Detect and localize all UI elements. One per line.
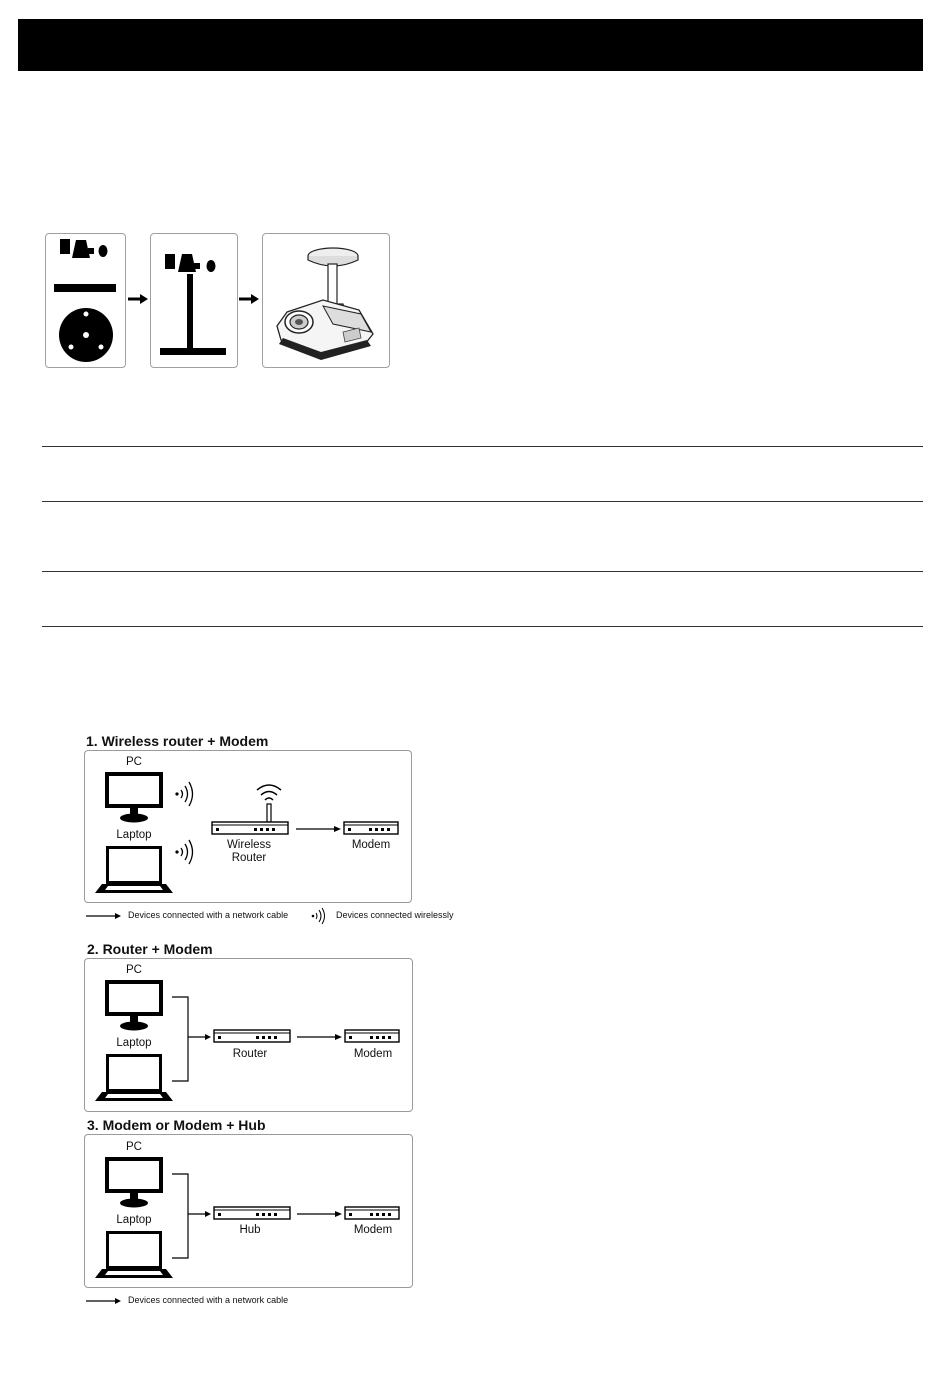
diagram-1-pc-wireless-icon [174,781,198,807]
diagram-1-modem-icon [343,820,399,838]
diagram-3-title: 3. Modem or Modem + Hub [87,1117,266,1133]
mount-step-3-panel [262,233,390,368]
diagram-1-laptop-wireless-icon [174,839,198,865]
diagram-1-modem-label: Modem [351,839,391,851]
diagram-3-cable-bracket [172,1172,212,1260]
diagram-2-modem-label: Modem [353,1048,393,1060]
divider-2 [42,501,923,502]
diagram-3-modem-label: Modem [353,1224,393,1236]
diagram-2-laptop-icon [94,1053,174,1103]
divider-4 [42,626,923,627]
diagram-3-pc-icon [104,1156,164,1208]
diagram-2-pc-icon [104,979,164,1031]
diagram-1-cable-arrow [296,824,342,834]
legend-1-wireless-text: Devices connected wirelessly [336,910,454,920]
diagram-2-title: 2. Router + Modem [87,941,213,957]
diagram-2-router-icon [212,1028,292,1046]
mount-step-2-panel [150,233,238,368]
mount-arrow-1 [127,293,149,305]
diagram-3-cable-arrow [297,1209,343,1219]
diagram-1-laptop-label: Laptop [116,829,152,841]
diagram-3-laptop-icon [94,1230,174,1280]
mount-arrow-2 [238,293,260,305]
diagram-2-cable-arrow [297,1032,343,1042]
diagram-1-title: 1. Wireless router + Modem [86,733,269,749]
divider-1 [42,446,923,447]
diagram-1-laptop-icon [94,845,174,895]
mount-pole-illustration [151,234,237,367]
diagram-3-modem-icon [344,1205,400,1223]
diagram-2-pc-label: PC [126,964,142,976]
page-header-bar [18,19,923,71]
legend-2-cable-arrow [86,1296,122,1306]
diagram-2-laptop-label: Laptop [116,1037,152,1049]
diagram-1-pc-label: PC [126,756,142,768]
diagram-1-wireless-router-icon [210,780,290,838]
diagram-1-pc-icon [104,771,164,823]
legend-1-cable-arrow [86,911,122,921]
diagram-3-pc-label: PC [126,1141,142,1153]
divider-3 [42,571,923,572]
legend-1-wireless-icon [311,907,327,925]
legend-1-cable-text: Devices connected with a network cable [128,910,289,920]
mounted-camera-illustration [263,234,389,367]
diagram-3-hub-label: Hub [239,1224,261,1236]
diagram-1-wireless-router-label-line1: Wireless [226,839,272,851]
legend-2-cable-text: Devices connected with a network cable [128,1295,289,1305]
diagram-2-router-label: Router [232,1048,268,1060]
diagram-2-cable-bracket [172,995,212,1083]
mount-step-1-panel [45,233,126,368]
diagram-3-laptop-label: Laptop [116,1214,152,1226]
diagram-2-modem-icon [344,1028,400,1046]
diagram-1-wireless-router-label-line2: Router [231,852,267,864]
diagram-3-hub-icon [212,1205,292,1223]
mount-base-illustration [46,234,125,367]
